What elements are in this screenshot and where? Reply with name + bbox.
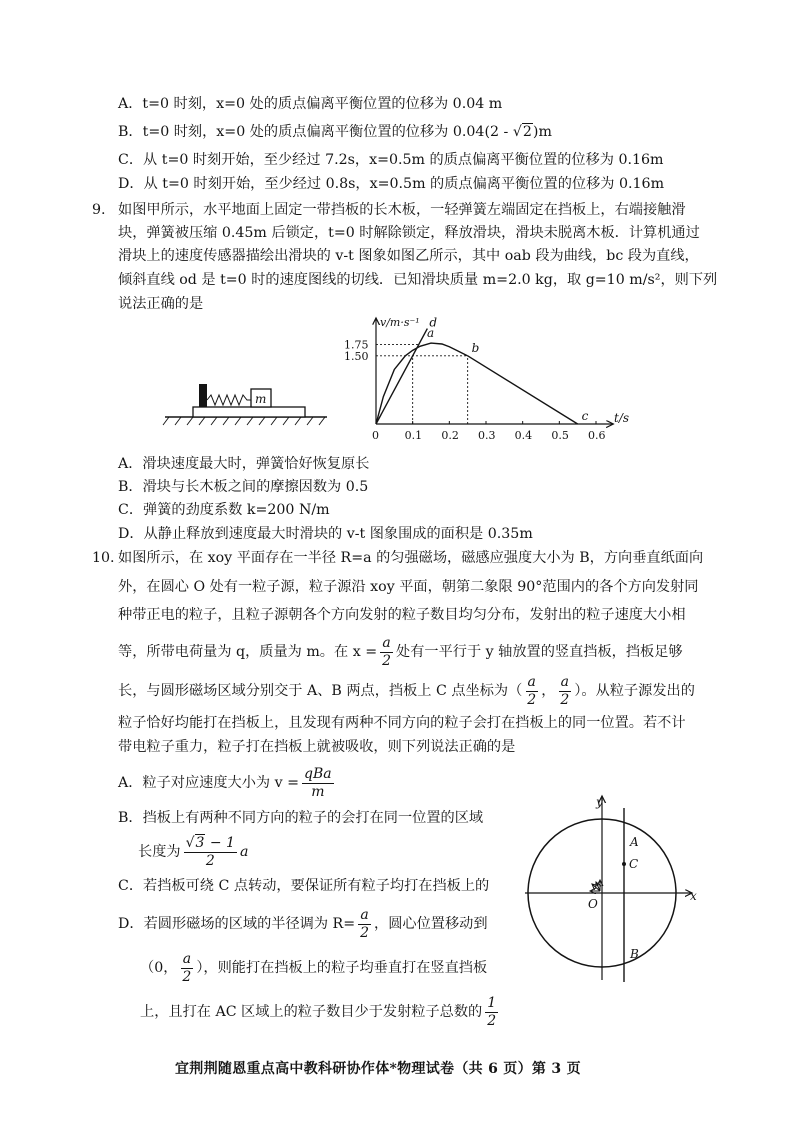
q9-option-c: C．弹簧的劲度系数 k=200 N/m xyxy=(118,502,330,518)
q10-stem-line-3: 种带正电的粒子，且粒子源朝各个方向发射的粒子数目均匀分布，发射出的粒子速度大小相 xyxy=(118,607,686,623)
q10-option-d-post: ，圆心位置移动到 xyxy=(374,916,488,932)
chart-x-tick-label: 0.6 xyxy=(588,429,606,442)
q10-line5-sep: ， xyxy=(541,683,556,699)
chart-point-label-b: b xyxy=(471,340,480,355)
chart-point-label-c: c xyxy=(581,409,589,423)
q10-option-a-text: A．粒子对应速度大小为 v = xyxy=(118,775,300,791)
q10-option-d-pre: D．若圆形磁场的区域的半径调为 R= xyxy=(118,916,356,932)
q8-option-b-text: B．t=0 时刻，x=0 处的质点偏离平衡位置的位移为 0.04(2 - xyxy=(118,124,513,140)
q10-frac-c-x: $\frac{a}{2}$ xyxy=(527,673,537,708)
q10-option-b-line-2 xyxy=(138,832,248,872)
q9-option-d: D．从静止释放到速度最大时滑块的 v-t 图象围成的面积是 0.35m xyxy=(118,526,533,542)
point-c-label: C xyxy=(629,857,639,871)
q10-stem-line-5 xyxy=(118,671,695,711)
chart-series-2 xyxy=(376,329,427,424)
q10-frac-c-y: $\frac{a}{2}$ xyxy=(560,673,570,708)
q10-stem-line-7: 带电粒子重力，粒子打在挡板上就被吸收，则下列说法正确的是 xyxy=(118,739,516,755)
q8-option-b-radicand: 2 xyxy=(522,124,532,140)
q9-stem-line-2: 块，弹簧被压缩 0.45m 后锁定，t=0 时解除锁定，释放滑块，滑块未脱离木板．计算机通过 xyxy=(118,225,700,241)
q10-option-a xyxy=(118,763,337,803)
q9-figure-spring-block xyxy=(155,370,335,430)
chart-y-tick-label: 1.75 xyxy=(344,338,369,352)
q10-stem-line-1: 如图所示，在 xoy 平面存在一半径 R=a 的匀强磁场，磁感应强度大小为 B，方向垂直纸面向 xyxy=(118,550,704,566)
q10-option-b-pre: 长度为 xyxy=(138,844,181,860)
q9-stem-line-5: 说法正确的是 xyxy=(118,296,204,312)
page-footer: 宜荆荆随恩重点高中教科研协作体*物理试卷（共 6 页）第 3 页 xyxy=(175,1061,581,1077)
q10-option-a-frac: $\frac{\text{qBa}}{m}$ xyxy=(304,765,332,800)
q10-line5-pre: 长，与圆形磁场区域分别交于 A、B 两点，挡板上 C 点坐标为（ xyxy=(118,683,523,699)
chart-x-tick-label: 0 xyxy=(372,429,379,442)
q10-option-d3-pre: 上，且打在 AC 区域上的粒子数目少于发射粒子总数的 xyxy=(140,1004,483,1020)
q10-option-d3-frac: $\frac{1}{2}$ xyxy=(487,994,497,1029)
q10-option-d2-frac: $\frac{a}{2}$ xyxy=(182,950,192,985)
q10-line4-post: 处有一平行于 y 轴放置的竖直挡板，挡板足够 xyxy=(396,644,683,660)
q10-option-b-frac: $\frac{√3 - 1}{2}$ xyxy=(185,834,235,869)
chart-x-tick-label: 0.1 xyxy=(404,429,423,442)
y-axis-label: y xyxy=(596,795,603,809)
q10-option-d-line-2 xyxy=(140,948,487,988)
q9-block-label: m xyxy=(255,392,267,406)
q8-option-b: B．t=0 时刻，x=0 处的质点偏离平衡位置的位移为 0.04(2 - √2)m xyxy=(118,124,552,140)
chart-series-0 xyxy=(376,343,468,424)
q9-option-b: B．滑块与长木板之间的摩擦因数为 0.5 xyxy=(118,479,369,495)
q9-number: 9. xyxy=(92,202,106,218)
q10-option-c: C．若挡板可绕 C 点转动，要保证所有粒子均打在挡板上的 xyxy=(118,878,490,894)
chart-x-tick-label: 0.5 xyxy=(551,429,569,442)
chart-y-tick-label: 1.50 xyxy=(344,349,369,363)
chart-x-tick-label: 0.3 xyxy=(478,429,496,442)
q9-stem-line-3: 滑块上的速度传感器描绘出滑块的 v-t 图象如图乙所示，其中 oab 段为曲线，bc 段为直线， xyxy=(118,248,699,264)
q10-option-d-line-1 xyxy=(118,904,488,944)
q10-option-d-frac: $\frac{a}{2}$ xyxy=(360,906,370,941)
q9-vt-chart xyxy=(340,312,640,450)
q10-stem-line-4 xyxy=(118,632,683,672)
q8-option-c: C．从 t=0 时刻开始，至少经过 7.2s，x=0.5m 的质点偏离平衡位置的位移为 0.16m xyxy=(118,152,664,168)
q10-option-b-var: a xyxy=(239,844,249,860)
q8-option-d: D．从 t=0 时刻开始，至少经过 0.8s，x=0.5m 的质点偏离平衡位置的位移为 0.16m xyxy=(118,176,665,192)
q10-option-d2-post: ），则能打在挡板上的粒子均垂直打在竖直挡板 xyxy=(196,960,488,976)
q10-line4-pre: 等，所带电荷量为 q，质量为 m。在 x = xyxy=(118,644,378,660)
chart-point-label-a: a xyxy=(427,326,435,341)
q10-option-b-line-1: B．挡板上有两种不同方向的粒子的会打在同一位置的区域 xyxy=(118,810,484,826)
q10-option-d-line-3 xyxy=(140,992,501,1032)
source-direction-arrows xyxy=(590,880,600,891)
chart-series-1 xyxy=(468,356,578,424)
q8-option-a: A．t=0 时刻，x=0 处的质点偏离平衡位置的位移为 0.04 m xyxy=(118,96,503,112)
point-a-label: A xyxy=(630,835,639,849)
q9-stem-line-1: 如图甲所示，水平地面上固定一带挡板的长木板，一轻弹簧左端固定在挡板上，右端接触滑 xyxy=(118,202,686,218)
point-b-label: B xyxy=(630,947,639,961)
q10-number: 10. xyxy=(92,550,115,566)
q9-stem-line-4: 倾斜直线 od 是 t=0 时的速度图线的切线．已知滑块质量 m=2.0 kg，取 g=10 m/s²，则下列 xyxy=(118,272,718,288)
point-c-marker xyxy=(622,862,626,866)
chart-x-tick-label: 0.2 xyxy=(441,429,459,442)
q8-option-b-unit: )m xyxy=(532,124,552,140)
chart-x-tick-label: 0.4 xyxy=(514,429,533,442)
chart-point-label-d: d xyxy=(429,315,438,330)
chart-x-label: t/s xyxy=(614,411,630,425)
origin-label: O xyxy=(588,897,598,911)
q9-option-a: A．滑块速度最大时，弹簧恰好恢复原长 xyxy=(118,456,370,472)
chart-y-label: v/m·s⁻¹ xyxy=(380,316,420,329)
q10-stem-line-2: 外，在圆心 O 处有一粒子源，粒子源沿 xoy 平面，朝第二象限 90°范围内的各个方向发射同 xyxy=(118,579,699,595)
q10-line5-post: ）。从粒子源发出的 xyxy=(574,683,695,699)
q10-option-d2-pre: （0， xyxy=(140,960,178,976)
q10-stem-line-6: 粒子恰好均能打在挡板上，且发现有两种不同方向的粒子会打在挡板上的同一位置。若不计 xyxy=(118,715,686,731)
q10-figure-magnetic-field xyxy=(520,790,700,990)
x-axis-label: x xyxy=(690,889,697,903)
q10-frac-a-over-2: $\frac{a}{2}$ xyxy=(382,634,392,669)
